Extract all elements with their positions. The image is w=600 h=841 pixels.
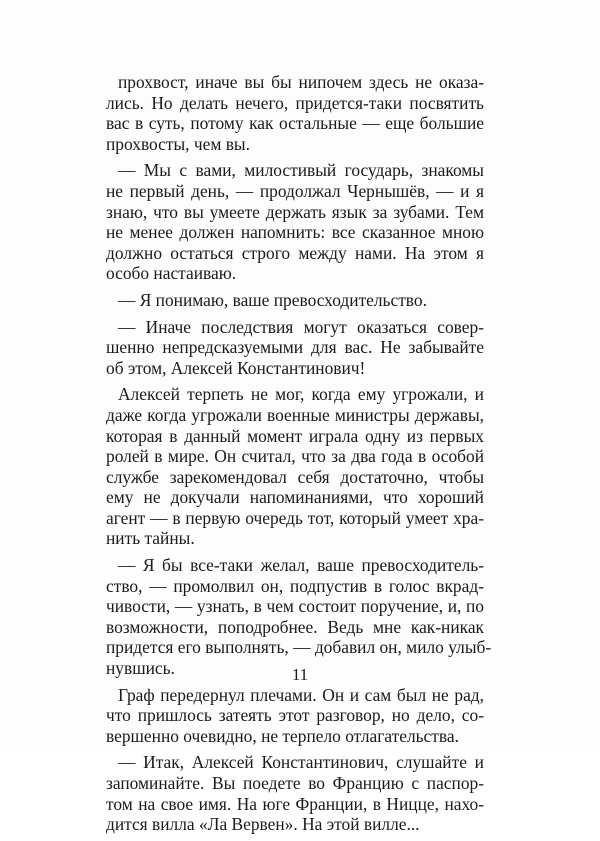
paragraph — [106, 160, 484, 284]
text-line: ролей в мире. Он считал, что за два года в особой — [106, 446, 484, 467]
text-line: лись. Но делать нечего, придется-таки посвятить — [106, 92, 484, 113]
text-line: не менее должен напомнить: все сказанное мною — [106, 222, 484, 243]
text-line: — Я бы все-таки желал, ваше превосходитель- — [118, 555, 484, 576]
paragraph — [106, 384, 484, 549]
text-line: не первый день, — продолжал Чернышёв, — и я — [106, 180, 484, 201]
text-line: придется его выполнять, — добавил он, мило улыб- — [106, 637, 492, 658]
text-line: особо настаиваю. — [106, 263, 237, 284]
text-line: вас в суть, потому как остальные — еще большие — [106, 113, 484, 134]
page-number: 11 — [291, 665, 309, 684]
paragraph — [106, 72, 484, 154]
text-line: возможности, поподробнее. Ведь мне как-никак — [106, 616, 484, 637]
paragraph — [106, 752, 484, 834]
text-line: что пришлось затеять этот разговор, но дело, со- — [106, 705, 484, 726]
text-line: чивости, — узнать, в чем состоит поручение, и, по — [106, 596, 484, 617]
text-line: должно остаться строго между нами. На этом я — [106, 242, 484, 263]
paragraph — [106, 555, 492, 679]
paragraph — [106, 685, 484, 747]
text-line: знаю, что вы умеете держать язык за зубами. Тем — [106, 201, 484, 222]
text-line: даже когда угрожали военные министры державы, — [106, 404, 484, 425]
text-line: том на свое имя. На юге Франции, в Ницце, нахо- — [106, 793, 484, 814]
text-line: нить тайны. — [106, 528, 195, 549]
text-line: — Итак, Алексей Константинович, слушайте и — [118, 752, 484, 773]
text-line: Граф передернул плечами. Он и сам был не рад, — [118, 684, 484, 705]
text-line: службе зарекомендовал себя достаточно, чтобы — [106, 466, 484, 487]
text-line: вершенно очевидно, не терпело отлагательства. — [106, 725, 459, 746]
paragraph — [106, 317, 484, 379]
text-line: дится вилла «Ла Вервен». На этой вилле... — [106, 814, 420, 835]
text-line: — Мы с вами, милостивый государь, знакомы — [118, 160, 484, 181]
text-line: прохвосты, чем вы. — [106, 133, 250, 154]
text-line: ство, — промолвил он, подпустив в голос вкрад- — [106, 575, 484, 596]
text-line: — Я понимаю, ваше превосходительство. — [118, 289, 427, 310]
text-line: нувшись. — [106, 658, 175, 679]
text-line: запоминайте. Вы поедете во Францию с паспор- — [106, 773, 484, 793]
text-line: прохвост, иначе вы бы нипочем здесь не оказа- — [118, 72, 484, 92]
body-text — [106, 72, 492, 841]
text-line: шенно непредсказуемыми для вас. Не забывайте — [106, 337, 484, 358]
text-line: агент — в первую очередь тот, который умеет хра- — [106, 507, 484, 528]
text-line: — Иначе последствия могут оказаться совер- — [118, 316, 484, 337]
paragraph — [106, 290, 484, 311]
text-line: об этом, Алексей Константинович! — [106, 357, 366, 378]
text-line: Алексей терпеть не мог, когда ему угрожали, и — [118, 384, 484, 405]
text-line: ему не докучали напоминаниями, что хороший — [106, 487, 484, 508]
text-line: которая в данный момент играла одну из первых — [106, 425, 484, 446]
